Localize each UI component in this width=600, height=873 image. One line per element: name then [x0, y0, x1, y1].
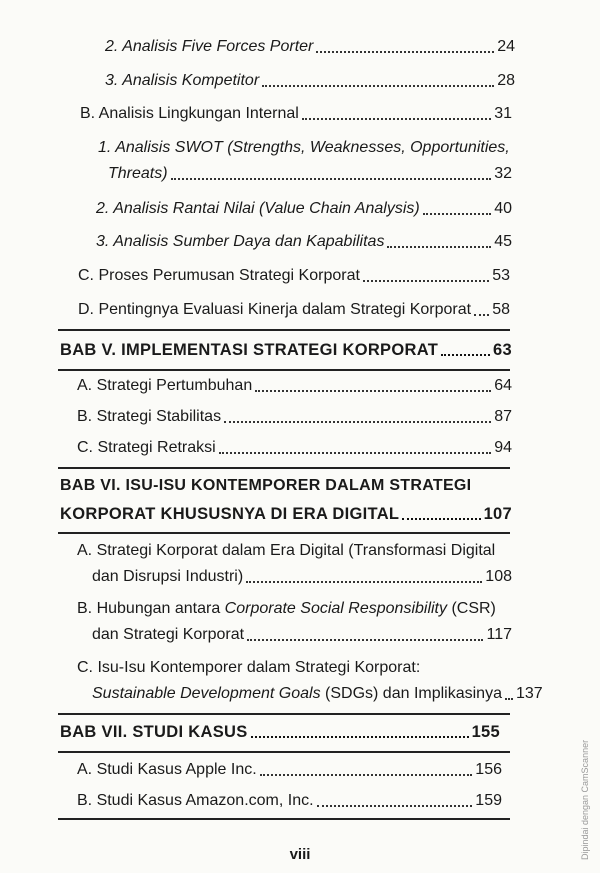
leader-dots: [387, 245, 491, 248]
toc-entry: [77, 375, 512, 397]
toc-entry: [105, 36, 515, 58]
entry-page: 137: [515, 685, 543, 702]
entry-page: 87: [494, 408, 512, 425]
leader-dots: [402, 517, 480, 520]
leader-dots: [363, 279, 489, 282]
entry-page: 117: [486, 626, 512, 643]
entry-title: B. Studi Kasus Amazon.com, Inc.: [77, 792, 314, 809]
entry-title-italic: Corporate Social Responsibility: [224, 600, 447, 617]
divider: [58, 467, 510, 469]
toc-entry: [77, 406, 512, 428]
toc-entry: [80, 103, 512, 125]
leader-dots: [219, 451, 491, 454]
leader-dots: [423, 212, 492, 215]
chapter-title-line1: BAB VI. ISU-ISU KONTEMPORER DALAM STRATEGI: [60, 477, 472, 494]
entry-title: A. Strategi Pertumbuhan: [77, 377, 253, 394]
watermark-text: Dipindai dengan CamScanner: [580, 739, 590, 860]
entry-title-line2: dan Strategi Korporat: [92, 626, 245, 643]
entry-title: 2. Analisis Five Forces Porter: [105, 38, 314, 55]
leader-dots: [505, 697, 513, 700]
scanner-watermark: [568, 700, 588, 860]
leader-dots: [474, 313, 489, 316]
leader-dots: [317, 804, 473, 807]
chapter-title: BAB V. IMPLEMENTASI STRATEGI KORPORAT: [60, 341, 439, 359]
entry-title-part: (CSR): [447, 600, 496, 617]
chapter-entry: [60, 339, 512, 361]
entry-title-part: B. Hubungan antara: [77, 600, 225, 617]
leader-dots: [260, 773, 473, 776]
toc-entry: [77, 790, 502, 812]
entry-title-part: (SDGs) dan Implikasinya: [320, 685, 502, 702]
entry-page: 28: [497, 72, 515, 89]
leader-dots: [247, 638, 483, 641]
entry-page: 94: [494, 439, 512, 456]
entry-page: 156: [475, 761, 502, 778]
entry-title-line2: dan Disrupsi Industri): [92, 568, 244, 585]
leader-dots: [171, 177, 492, 180]
divider: [58, 329, 510, 331]
entry-page: 24: [497, 38, 515, 55]
entry-title: B. Strategi Stabilitas: [77, 408, 222, 425]
divider: [58, 818, 510, 820]
entry-title: C. Strategi Retraksi: [77, 439, 216, 456]
toc-entry: [92, 683, 543, 705]
chapter-page: 63: [493, 341, 512, 359]
entry-page: 108: [485, 568, 512, 585]
entry-title: D. Pentingnya Evaluasi Kinerja dalam Strategi Korporat: [78, 301, 472, 318]
entry-title-italic: Sustainable Development Goals: [92, 685, 321, 702]
toc-entry: [78, 299, 510, 321]
toc-entry: [105, 70, 515, 92]
entry-title: 3. Analisis Kompetitor: [105, 72, 260, 89]
entry-page: 58: [492, 301, 510, 318]
leader-dots: [255, 389, 491, 392]
toc-entry: [92, 624, 512, 646]
leader-dots: [441, 353, 490, 356]
entry-title: A. Studi Kasus Apple Inc.: [77, 761, 257, 778]
toc-entry: [96, 198, 512, 220]
divider: [58, 532, 510, 534]
leader-dots: [316, 50, 494, 53]
entry-title: 3. Analisis Sumber Daya dan Kapabilitas: [96, 233, 385, 250]
chapter-page: 107: [483, 505, 512, 523]
toc-entry: [78, 265, 510, 287]
entry-title-line1: A. Strategi Korporat dalam Era Digital (Transformasi Digital: [77, 542, 496, 559]
page-number: viii: [289, 846, 311, 863]
entry-page: 159: [475, 792, 502, 809]
chapter-entry: [60, 503, 512, 525]
entry-title: B. Analisis Lingkungan Internal: [80, 105, 299, 122]
chapter-title: BAB VII. STUDI KASUS: [60, 723, 248, 741]
chapter-title-line2: KORPORAT KHUSUSNYA DI ERA DIGITAL: [60, 505, 400, 523]
toc-entry: [77, 437, 512, 459]
toc-entry: [92, 566, 512, 588]
divider: [58, 713, 510, 715]
leader-dots: [224, 420, 491, 423]
divider: [58, 751, 510, 753]
entry-title-line1: [77, 598, 496, 620]
chapter-entry: [60, 721, 500, 743]
entry-title-line1: 1. Analisis SWOT (Strengths, Weaknesses, Opportunities,: [98, 139, 510, 156]
toc-entry: [108, 163, 512, 185]
entry-page: 31: [494, 105, 512, 122]
leader-dots: [251, 735, 469, 738]
entry-page: 45: [494, 233, 512, 250]
leader-dots: [262, 84, 494, 87]
entry-page: 32: [494, 165, 512, 182]
entry-title: 2. Analisis Rantai Nilai (Value Chain Analysis): [96, 200, 420, 217]
entry-page: 64: [494, 377, 512, 394]
toc-entry: [77, 759, 502, 781]
entry-title: C. Proses Perumusan Strategi Korporat: [78, 267, 360, 284]
entry-title-line1: C. Isu-Isu Kontemporer dalam Strategi Korporat:: [77, 659, 421, 676]
entry-title-line2: Threats): [108, 165, 168, 182]
divider: [58, 369, 510, 371]
leader-dots: [246, 580, 482, 583]
entry-title-line2: [92, 683, 502, 705]
chapter-page: 155: [471, 723, 500, 741]
leader-dots: [302, 117, 491, 120]
entry-page: 40: [494, 200, 512, 217]
entry-page: 53: [492, 267, 510, 284]
toc-entry: [96, 231, 512, 253]
